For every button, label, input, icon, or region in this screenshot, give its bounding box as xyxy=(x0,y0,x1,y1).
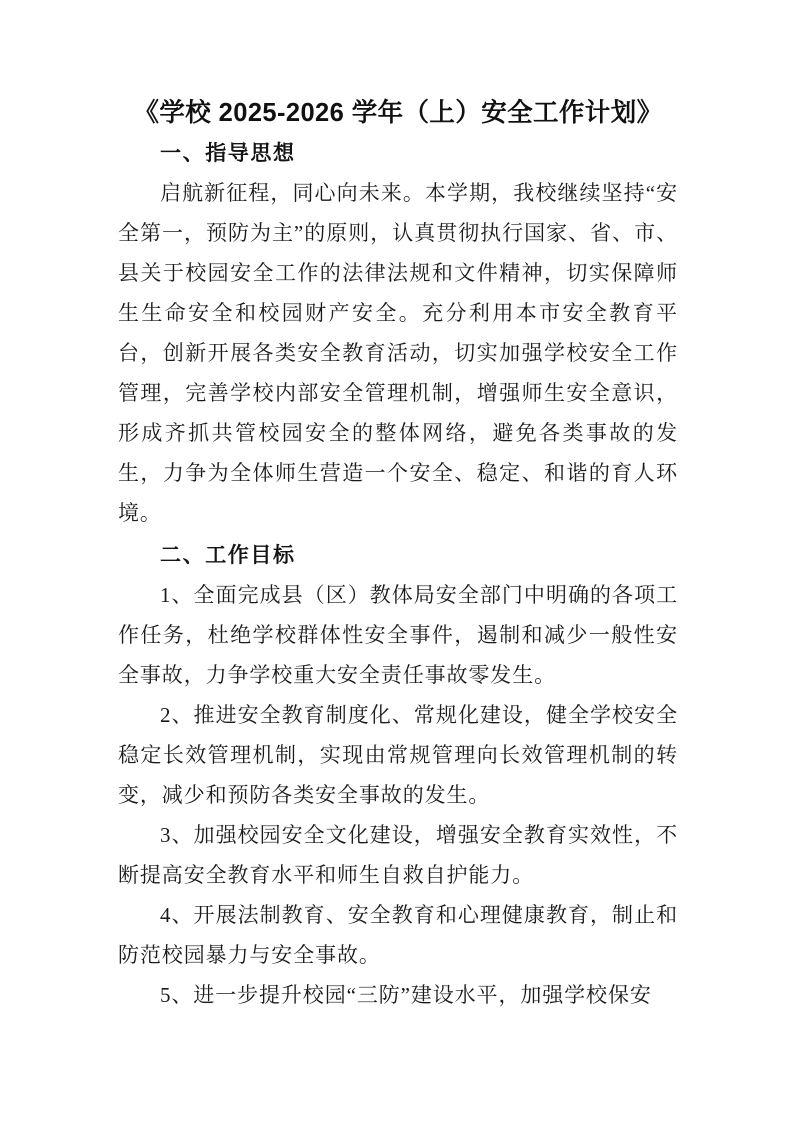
section-heading-guiding-ideology: 一、指导思想 xyxy=(160,141,296,165)
paragraph-work-objective-2: 2、推进安全教育制度化、常规化建设，健全学校安全稳定长效管理机制，实现由常规管理向长效管理机制的转变，减少和预防各类安全事故的发生。 xyxy=(118,703,678,807)
document-body xyxy=(118,0,678,1015)
section-heading-work-objectives: 二、工作目标 xyxy=(160,543,296,567)
page-title: 《学校 2025-2026 学年（上）安全工作计划》 xyxy=(133,99,663,127)
paragraph-work-objective-1: 1、全面完成县（区）教体局安全部门中明确的各项工作任务，杜绝学校群体性安全事件，遏制和减少一般性安全事故，力争学校重大安全责任事故零发生。 xyxy=(118,583,678,687)
paragraph-work-objective-5: 5、进一步提升校园“三防”建设水平，加强学校保安 xyxy=(160,983,652,1007)
paragraph-guiding-ideology-1: 启航新征程，同心向未来。本学期，我校继续坚持“安全第一，预防为主”的原则，认真贯彻执行国家、省、市、县关于校园安全工作的法律法规和文件精神，切实保障师生生命安全和校园财产安全。充分利用本市安全教育平台，创新开展各类安全教育活动，切实加强学校安全工作管理，完善学校内部安全管理机制，增强师生安全意识，形成齐抓共管校园安全的整体网络，避免各类事故的发生，力争为全体师生营造一个安全、稳定、和谐的育人环境。 xyxy=(118,181,678,525)
paragraph-work-objective-3: 3、加强校园安全文化建设，增强安全教育实效性，不断提高安全教育水平和师生自救自护能力。 xyxy=(118,823,678,887)
paragraph-work-objective-4: 4、开展法制教育、安全教育和心理健康教育，制止和防范校园暴力与安全事故。 xyxy=(118,903,678,967)
